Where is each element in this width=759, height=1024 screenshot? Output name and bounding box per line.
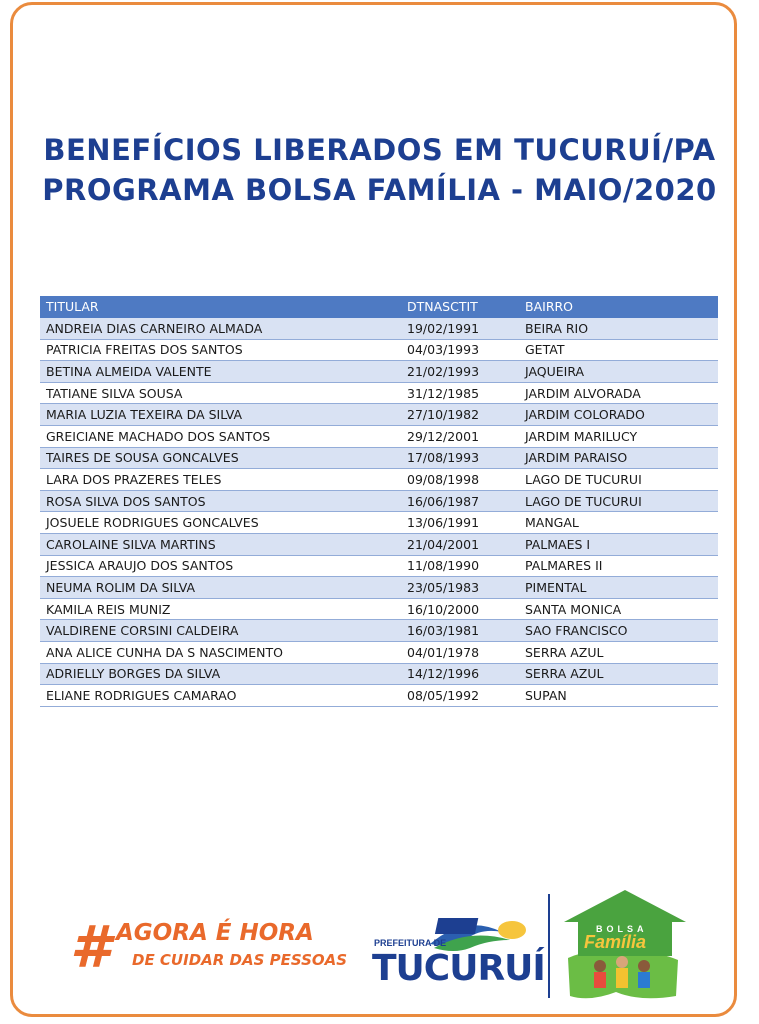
table-row xyxy=(40,447,718,469)
table-row xyxy=(40,339,718,361)
table-row xyxy=(40,382,718,404)
cell-dtnasctit: 14/12/1996 xyxy=(401,663,519,685)
cell-bairro: BEIRA RIO xyxy=(519,318,718,340)
cell-dtnasctit: 17/08/1993 xyxy=(401,447,519,469)
cell-titular: ELIANE RODRIGUES CAMARAO xyxy=(40,685,401,707)
cell-bairro: PALMAES I xyxy=(519,533,718,555)
prefeitura-tucurui-logo xyxy=(370,910,545,990)
cell-titular: KAMILA REIS MUNIZ xyxy=(40,598,401,620)
table-row xyxy=(40,577,718,599)
familia-label: Família xyxy=(584,932,647,952)
hashtag-symbol: # xyxy=(70,913,111,981)
table-row xyxy=(40,469,718,491)
cell-bairro: JAQUEIRA xyxy=(519,361,718,383)
table-row xyxy=(40,598,718,620)
title-line-1: BENEFÍCIOS LIBERADOS EM TUCURUÍ/PA xyxy=(43,133,716,167)
cell-dtnasctit: 27/10/1982 xyxy=(401,404,519,426)
cell-bairro: SUPAN xyxy=(519,685,718,707)
cell-dtnasctit: 19/02/1991 xyxy=(401,318,519,340)
cell-titular: PATRICIA FREITAS DOS SANTOS xyxy=(40,339,401,361)
cell-titular: JESSICA ARAUJO DOS SANTOS xyxy=(40,555,401,577)
slogan-line-1: AGORA É HORA xyxy=(116,920,314,946)
cell-titular: VALDIRENE CORSINI CALDEIRA xyxy=(40,620,401,642)
cell-bairro: LAGO DE TUCURUI xyxy=(519,490,718,512)
cell-titular: ANA ALICE CUNHA DA S NASCIMENTO xyxy=(40,641,401,663)
cell-dtnasctit: 16/03/1981 xyxy=(401,620,519,642)
footer xyxy=(0,880,759,1010)
table-row xyxy=(40,620,718,642)
cell-titular: NEUMA ROLIM DA SILVA xyxy=(40,577,401,599)
table-row xyxy=(40,490,718,512)
table-row xyxy=(40,555,718,577)
cell-titular: TATIANE SILVA SOUSA xyxy=(40,382,401,404)
cell-titular: ROSA SILVA DOS SANTOS xyxy=(40,490,401,512)
prefeitura-label: PREFEITURA DE xyxy=(374,938,447,948)
table-row xyxy=(40,641,718,663)
cell-bairro: JARDIM COLORADO xyxy=(519,404,718,426)
cell-bairro: GETAT xyxy=(519,339,718,361)
cell-bairro: JARDIM ALVORADA xyxy=(519,382,718,404)
column-header-titular: TITULAR xyxy=(40,296,401,318)
cell-bairro: SAO FRANCISCO xyxy=(519,620,718,642)
tucurui-wordmark: TUCURUÍ xyxy=(372,948,545,989)
table-row xyxy=(40,533,718,555)
campaign-slogan xyxy=(70,915,360,985)
cell-titular: GREICIANE MACHADO DOS SANTOS xyxy=(40,425,401,447)
table-row xyxy=(40,685,718,707)
cell-titular: LARA DOS PRAZERES TELES xyxy=(40,469,401,491)
cell-dtnasctit: 13/06/1991 xyxy=(401,512,519,534)
bolsa-familia-logo xyxy=(560,888,690,1003)
cell-dtnasctit: 08/05/1992 xyxy=(401,685,519,707)
cell-titular: ANDREIA DIAS CARNEIRO ALMADA xyxy=(40,318,401,340)
cell-bairro: JARDIM PARAISO xyxy=(519,447,718,469)
table-row xyxy=(40,663,718,685)
table-row xyxy=(40,361,718,383)
cell-bairro: LAGO DE TUCURUI xyxy=(519,469,718,491)
table-row xyxy=(40,318,718,340)
cell-dtnasctit: 16/06/1987 xyxy=(401,490,519,512)
table-row xyxy=(40,404,718,426)
cell-dtnasctit: 21/02/1993 xyxy=(401,361,519,383)
slogan-line-2: DE CUIDAR DAS PESSOAS xyxy=(132,951,348,969)
cell-dtnasctit: 09/08/1998 xyxy=(401,469,519,491)
cell-dtnasctit: 29/12/2001 xyxy=(401,425,519,447)
column-header-bairro: BAIRRO xyxy=(519,296,718,318)
table-row xyxy=(40,512,718,534)
page-title xyxy=(0,130,759,210)
cell-dtnasctit: 31/12/1985 xyxy=(401,382,519,404)
cell-bairro: SANTA MONICA xyxy=(519,598,718,620)
cell-titular: TAIRES DE SOUSA GONCALVES xyxy=(40,447,401,469)
table-row xyxy=(40,425,718,447)
cell-bairro: MANGAL xyxy=(519,512,718,534)
cell-dtnasctit: 23/05/1983 xyxy=(401,577,519,599)
bolsa-label: BOLSA xyxy=(596,924,648,934)
cell-bairro: PIMENTAL xyxy=(519,577,718,599)
cell-dtnasctit: 16/10/2000 xyxy=(401,598,519,620)
cell-dtnasctit: 04/03/1993 xyxy=(401,339,519,361)
cell-dtnasctit: 21/04/2001 xyxy=(401,533,519,555)
cell-titular: MARIA LUZIA TEXEIRA DA SILVA xyxy=(40,404,401,426)
cell-titular: JOSUELE RODRIGUES GONCALVES xyxy=(40,512,401,534)
cell-bairro: PALMARES II xyxy=(519,555,718,577)
logo-divider xyxy=(548,894,550,998)
title-line-2: PROGRAMA BOLSA FAMÍLIA - MAIO/2020 xyxy=(42,173,717,207)
cell-dtnasctit: 04/01/1978 xyxy=(401,641,519,663)
cell-titular: ADRIELLY BORGES DA SILVA xyxy=(40,663,401,685)
column-header-dtnasctit: DTNASCTIT xyxy=(401,296,519,318)
table-header-row xyxy=(40,296,718,318)
cell-titular: BETINA ALMEIDA VALENTE xyxy=(40,361,401,383)
cell-titular: CAROLAINE SILVA MARTINS xyxy=(40,533,401,555)
cell-dtnasctit: 11/08/1990 xyxy=(401,555,519,577)
cell-bairro: SERRA AZUL xyxy=(519,641,718,663)
cell-bairro: SERRA AZUL xyxy=(519,663,718,685)
cell-bairro: JARDIM MARILUCY xyxy=(519,425,718,447)
table-body xyxy=(40,318,718,707)
beneficiaries-table xyxy=(40,296,718,707)
